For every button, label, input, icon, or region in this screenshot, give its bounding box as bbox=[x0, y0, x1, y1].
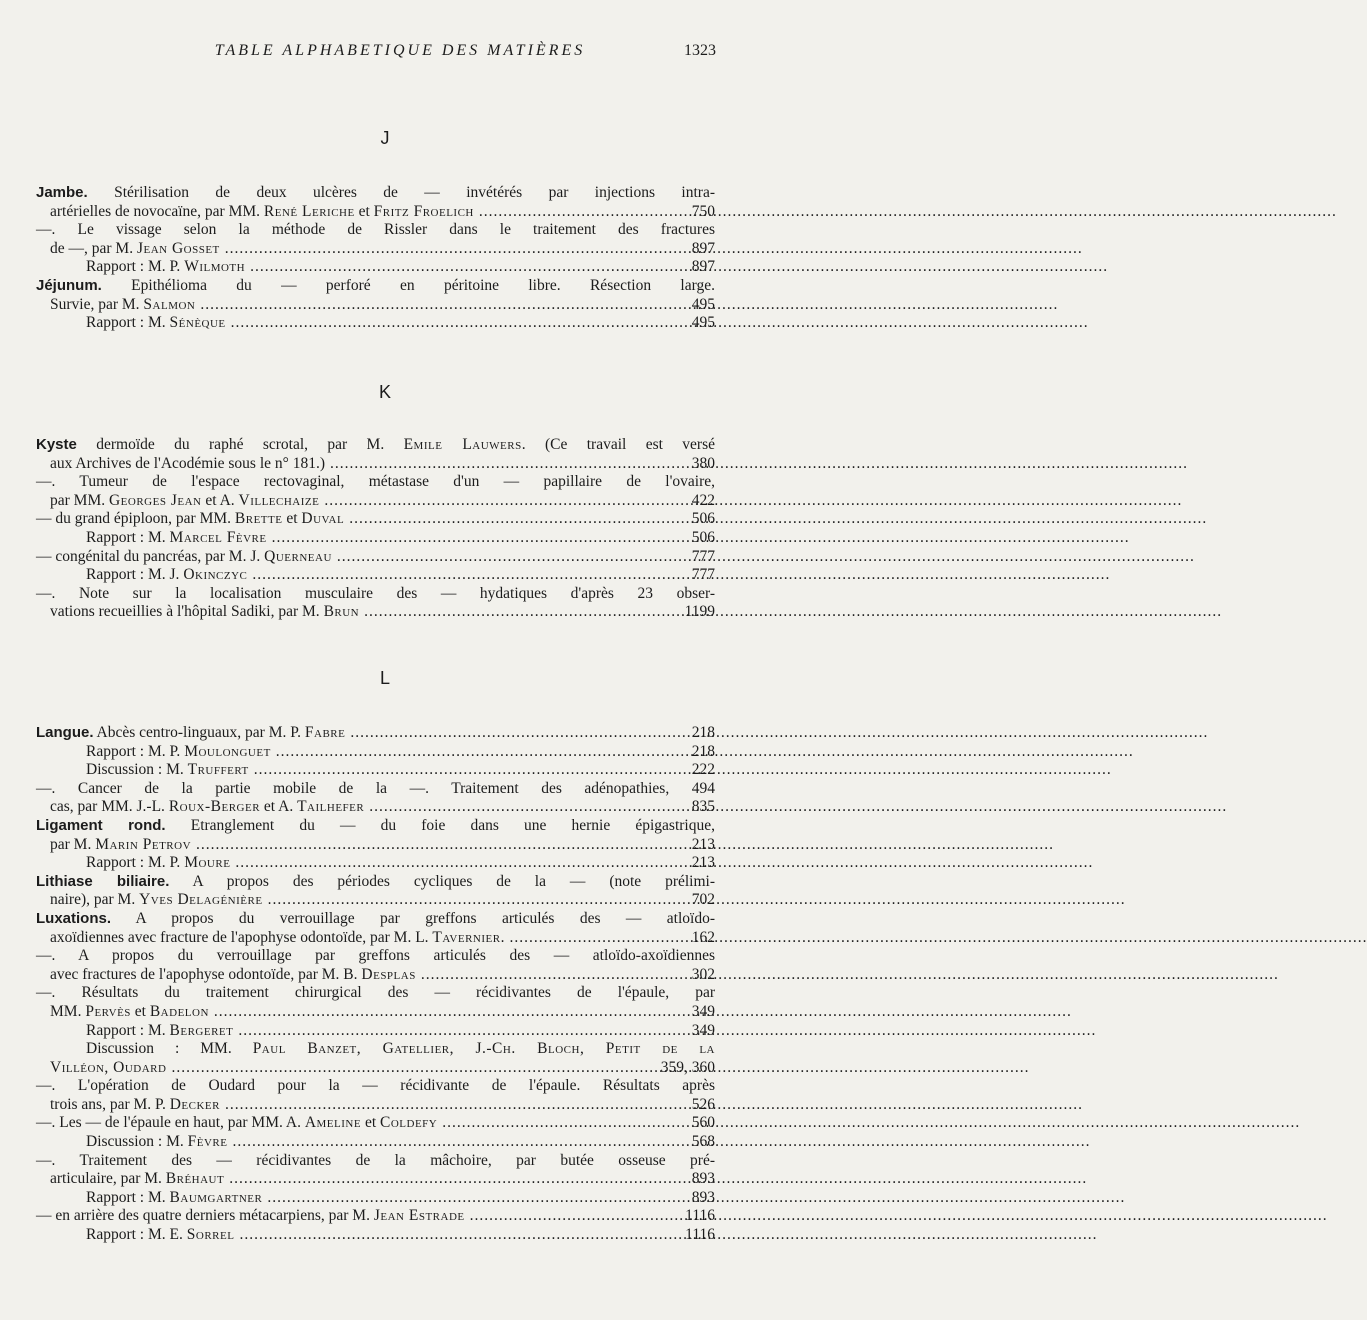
entry-text-segment: Rapport : M. bbox=[86, 314, 170, 332]
entry-text bbox=[50, 836, 191, 855]
index-entry-line bbox=[36, 910, 715, 929]
dot-leader bbox=[238, 1022, 686, 1041]
entry-text bbox=[36, 473, 715, 492]
entry-text bbox=[86, 854, 230, 873]
entry-text-segment: —. Résultats du traitement chirurgical des — récidivantes de l'épaule, par bbox=[36, 984, 715, 1002]
entry-heading: Langue. bbox=[36, 724, 94, 741]
dot-leader bbox=[235, 854, 686, 873]
dot-leader bbox=[239, 1226, 680, 1245]
page-reference: 162 bbox=[691, 928, 715, 946]
entry-text bbox=[50, 455, 325, 474]
dot-leader bbox=[337, 548, 687, 567]
dot-leader bbox=[214, 1003, 687, 1022]
entry-text-segment: de —, par M. bbox=[50, 239, 137, 257]
dot-leader bbox=[442, 1114, 687, 1133]
author-name: Salmon bbox=[143, 295, 196, 313]
author-name: Brun bbox=[323, 603, 360, 621]
dot-leader bbox=[250, 258, 687, 277]
dot-leader bbox=[349, 510, 687, 529]
index-entry-line bbox=[36, 1059, 715, 1078]
index-entry-line bbox=[36, 1022, 715, 1041]
entry-text-segment: —. Note sur la localisation musculaire des — hydatiques d'après 23 obser- bbox=[36, 584, 715, 602]
entry-text-segment: MM. bbox=[50, 1002, 86, 1020]
index-entry-line bbox=[36, 529, 715, 548]
page-reference: 222 bbox=[691, 761, 715, 779]
index-entry-line bbox=[36, 891, 715, 910]
entry-text-segment: —. A propos du verrouillage par greffons articulés des — atloïdo-axoïdiennes bbox=[36, 947, 715, 965]
dot-leader bbox=[479, 203, 687, 222]
author-name: Marin Petrov bbox=[95, 835, 192, 853]
author-name: Bergeret bbox=[169, 1021, 234, 1039]
index-entry-line bbox=[36, 854, 715, 873]
page-reference: 777 bbox=[691, 566, 715, 584]
entry-text-segment: et bbox=[282, 510, 302, 528]
index-entry-line bbox=[36, 984, 715, 1003]
author-name: Desplas bbox=[361, 965, 416, 983]
author-name: Fabre bbox=[304, 724, 346, 741]
page-reference: 506 bbox=[691, 510, 715, 528]
entry-text-segment: Survie, par M. bbox=[50, 295, 144, 313]
running-head bbox=[0, 42, 800, 66]
index-entry-line bbox=[36, 761, 715, 780]
page-reference: 218 bbox=[691, 724, 715, 741]
author-name: Emile Lauwers bbox=[403, 436, 522, 453]
entry-text-segment: —. Le vissage selon la méthode de Rissler dans le traitement des fractures bbox=[36, 221, 715, 239]
index-entry-line bbox=[36, 1003, 715, 1022]
entry-text-segment: et bbox=[130, 1002, 150, 1020]
dot-leader bbox=[232, 1133, 686, 1152]
page-reference: 213 bbox=[691, 854, 715, 872]
page-reference: 1116 bbox=[685, 1207, 715, 1225]
entry-heading: Jéjunum. bbox=[36, 276, 102, 294]
entry-text-segment: —. L'opération de Oudard pour la — récidivante de l'épaule. Résultats après bbox=[36, 1077, 715, 1095]
section-letter-l: L bbox=[379, 668, 390, 688]
page-reference: 560 bbox=[691, 1114, 715, 1132]
author-name: Villéon, Oudard bbox=[50, 1058, 167, 1076]
entry-text bbox=[86, 1133, 227, 1152]
author-name: Sénèque bbox=[169, 314, 226, 332]
entry-text-segment: par MM. bbox=[50, 491, 109, 509]
entry-heading: Luxations. bbox=[36, 909, 112, 927]
dot-leader bbox=[350, 724, 686, 743]
entry-text bbox=[86, 1226, 234, 1245]
section-k bbox=[36, 436, 715, 622]
entry-text bbox=[50, 966, 416, 985]
dot-leader bbox=[276, 743, 687, 762]
index-entry-line bbox=[36, 548, 715, 567]
entry-text bbox=[36, 724, 345, 743]
section-letter-j: J bbox=[380, 128, 390, 148]
index-entry-line bbox=[36, 724, 715, 743]
entry-text-segment: Abcès centro-linguaux, par M. P. bbox=[93, 724, 305, 741]
dot-leader bbox=[509, 929, 686, 948]
page-reference: 213 bbox=[691, 835, 715, 853]
author-name: Brette bbox=[234, 510, 283, 528]
entry-text-segment: Etranglement du — du foie dans une hernie épigastrique, bbox=[165, 816, 715, 834]
entry-text-segment: Rapport : M. E. bbox=[86, 1226, 187, 1244]
dot-leader bbox=[272, 529, 687, 548]
page-reference: 897 bbox=[691, 239, 715, 257]
entry-text-segment: Rapport : M. bbox=[86, 528, 170, 546]
author-name: Badelon bbox=[149, 1002, 209, 1020]
entry-text bbox=[50, 1096, 220, 1115]
page-reference: 893 bbox=[691, 1188, 715, 1206]
entry-text-segment: et bbox=[354, 202, 374, 220]
entry-text bbox=[36, 548, 332, 567]
index-entry-line bbox=[36, 817, 715, 836]
entry-heading: Jambe. bbox=[36, 184, 88, 201]
index-entry-line bbox=[36, 873, 715, 892]
entry-text bbox=[50, 1003, 209, 1022]
page-reference: 349 bbox=[691, 1021, 715, 1039]
entry-text bbox=[50, 240, 220, 259]
dot-leader bbox=[421, 966, 687, 985]
index-entry-line bbox=[36, 510, 715, 529]
entry-heading: Kyste bbox=[36, 436, 77, 453]
entry-text bbox=[36, 1114, 437, 1133]
dot-leader bbox=[196, 836, 687, 855]
entry-text bbox=[86, 1040, 715, 1059]
entry-text bbox=[36, 436, 715, 455]
author-name: Baumgartner bbox=[169, 1188, 263, 1206]
entry-text bbox=[36, 780, 715, 799]
index-entry-line bbox=[36, 743, 715, 762]
page-reference: 777 bbox=[691, 547, 715, 565]
section-letter-k: K bbox=[378, 382, 391, 402]
page-reference: 506 bbox=[691, 528, 715, 546]
entry-text bbox=[50, 203, 474, 222]
entry-text-segment: et A. bbox=[201, 491, 239, 509]
author-name: Pervès bbox=[85, 1002, 131, 1020]
dot-leader bbox=[324, 492, 686, 511]
entry-text bbox=[86, 566, 247, 585]
index-entry-line bbox=[36, 603, 715, 622]
entry-text-segment: Rapport : M. P. bbox=[86, 854, 185, 872]
page-reference: 897 bbox=[691, 258, 715, 276]
entry-heading: Lithiase biliaire. bbox=[36, 872, 170, 890]
entry-text bbox=[36, 873, 715, 892]
entry-text bbox=[86, 743, 271, 762]
author-name: Decker bbox=[169, 1095, 220, 1113]
entry-text bbox=[86, 258, 245, 277]
index-entry-line bbox=[36, 1077, 715, 1096]
author-name: Duval bbox=[301, 510, 345, 528]
author-name: Ameline bbox=[304, 1114, 362, 1132]
entry-text-segment: Rapport : M. bbox=[86, 1188, 170, 1206]
entry-heading: Ligament rond. bbox=[36, 816, 166, 834]
author-name: Moulonguet bbox=[184, 742, 271, 760]
entry-text-segment: par M. bbox=[50, 835, 96, 853]
entry-text-segment: . bbox=[500, 928, 505, 946]
entry-text-segment: . (Ce travail est versé bbox=[521, 436, 716, 453]
author-name: Okinczyc bbox=[183, 566, 248, 584]
entry-text bbox=[50, 492, 319, 511]
entry-text bbox=[86, 1022, 233, 1041]
index-entry-line bbox=[36, 1207, 715, 1226]
author-name: Truffert bbox=[187, 761, 249, 779]
index-entry-line bbox=[36, 566, 715, 585]
entry-text-segment: —. Cancer de la partie mobile de la —. Traitement des adénopathies, 494 bbox=[36, 779, 715, 797]
entry-text bbox=[86, 314, 226, 333]
entry-text bbox=[36, 277, 715, 296]
author-name: René Leriche bbox=[263, 202, 355, 220]
entry-text-segment: et A. bbox=[260, 798, 298, 816]
page-reference: 495 bbox=[691, 295, 715, 313]
page-reference: 218 bbox=[691, 742, 715, 760]
entry-text-segment: Discussion : MM. bbox=[86, 1040, 253, 1058]
entry-text-segment: Epithélioma du — perforé en péritoine libre. Résection large. bbox=[101, 276, 715, 294]
entry-text bbox=[50, 1059, 166, 1078]
entry-text-segment: vations recueillies à l'hôpital Sadiki, par M. bbox=[50, 603, 324, 621]
author-name: Coldefy bbox=[380, 1114, 438, 1132]
author-name: Marcel Fèvre bbox=[169, 528, 267, 546]
author-name: Wilmoth bbox=[184, 258, 246, 276]
page-number: 1323 bbox=[684, 42, 716, 59]
page-reference: 893 bbox=[691, 1170, 715, 1188]
entry-text-segment: axoïdiennes avec fracture de l'apophyse odontoïde, par M. L. bbox=[50, 928, 433, 946]
page-reference: 568 bbox=[691, 1133, 715, 1151]
page-reference: 526 bbox=[691, 1095, 715, 1113]
page-title: TABLE ALPHABETIQUE DES MATIÈRES bbox=[214, 42, 586, 59]
entry-text-segment: —. Les — de l'épaule en haut, par MM. A. bbox=[36, 1114, 305, 1132]
entry-text-segment: Rapport : M. P. bbox=[86, 258, 185, 276]
entry-text bbox=[50, 1170, 224, 1189]
index-entry-line bbox=[36, 203, 715, 222]
entry-text bbox=[36, 984, 715, 1003]
dot-leader bbox=[369, 798, 687, 817]
page-reference: 835 bbox=[691, 798, 715, 816]
author-name: Sorrel bbox=[186, 1226, 235, 1244]
entry-text-segment: Rapport : M. J. bbox=[86, 566, 184, 584]
entry-text-segment: —. Traitement des — récidivantes de la mâchoire, par butée osseuse pré- bbox=[36, 1151, 715, 1169]
dot-leader bbox=[229, 1170, 687, 1189]
entry-text bbox=[36, 510, 344, 529]
index-entry-line bbox=[36, 314, 715, 333]
author-name: Fritz Froelich bbox=[373, 202, 474, 220]
page-reference: 495 bbox=[691, 314, 715, 332]
index-entry-line bbox=[36, 836, 715, 855]
dot-leader bbox=[252, 566, 686, 585]
index-entry-line bbox=[36, 947, 715, 966]
entry-text bbox=[50, 929, 504, 948]
entry-text-segment: — du grand épiploon, par MM. bbox=[36, 510, 235, 528]
entry-text bbox=[86, 529, 267, 548]
index-entry-line bbox=[36, 296, 715, 315]
dot-leader bbox=[254, 761, 687, 780]
entry-text-segment: dermoïde du raphé scrotal, par M. bbox=[76, 436, 404, 453]
dot-leader bbox=[330, 455, 687, 474]
entry-text-segment: articulaire, par M. bbox=[50, 1170, 166, 1188]
index-entry-line bbox=[36, 277, 715, 296]
entry-text bbox=[36, 585, 715, 604]
index-entry-line bbox=[36, 798, 715, 817]
dot-leader bbox=[200, 296, 686, 315]
author-name: Fèvre bbox=[187, 1133, 228, 1151]
entry-text bbox=[36, 184, 715, 203]
section-j bbox=[36, 184, 715, 333]
entry-text bbox=[36, 947, 715, 966]
entry-text bbox=[50, 296, 195, 315]
entry-text bbox=[86, 1189, 262, 1208]
index-entry-line bbox=[36, 1096, 715, 1115]
entry-text bbox=[50, 891, 263, 910]
author-name: Moure bbox=[184, 854, 231, 872]
entry-text-segment: A propos du verrouillage par greffons articulés des — atloïdo- bbox=[111, 909, 715, 927]
entry-text-segment: Discussion : M. bbox=[86, 1133, 188, 1151]
dot-leader bbox=[225, 1096, 687, 1115]
dot-leader bbox=[231, 314, 687, 333]
author-name: Jean Gosset bbox=[136, 239, 220, 257]
page-reference: 702 bbox=[691, 891, 715, 909]
entry-text bbox=[50, 798, 364, 817]
entry-text-segment: Stérilisation de deux ulcères de — invétérés par injections intra- bbox=[87, 184, 715, 201]
dot-leader bbox=[171, 1059, 655, 1078]
entry-text bbox=[36, 1152, 715, 1171]
entry-text bbox=[36, 1207, 465, 1226]
page-reference: 750 bbox=[691, 202, 715, 220]
entry-text-segment: cas, par MM. J.-L. bbox=[50, 798, 169, 816]
entry-text bbox=[36, 910, 715, 929]
dot-leader bbox=[268, 891, 687, 910]
index-entry-line bbox=[36, 1226, 715, 1245]
author-name: Georges Jean bbox=[108, 491, 202, 509]
author-name: Roux-Berger bbox=[168, 798, 261, 816]
index-entry-line bbox=[36, 966, 715, 985]
entry-text-segment: trois ans, par M. P. bbox=[50, 1095, 170, 1113]
entry-text bbox=[36, 221, 715, 240]
entry-text-segment: A propos des périodes cycliques de la — (note prélimi- bbox=[169, 872, 716, 890]
author-name: Jean Estrade bbox=[373, 1207, 465, 1225]
entry-text bbox=[36, 1077, 715, 1096]
page-reference: 349 bbox=[691, 1002, 715, 1020]
index-entry-line bbox=[36, 473, 715, 492]
entry-text-segment: artérielles de novocaïne, par MM. bbox=[50, 202, 264, 220]
author-name: Tavernier bbox=[432, 928, 501, 946]
author-name: Tailhefer bbox=[297, 798, 365, 816]
page-reference: 302 bbox=[691, 965, 715, 983]
index-entry-line bbox=[36, 1189, 715, 1208]
index-entry-line bbox=[36, 780, 715, 799]
page-reference: 359, 360 bbox=[660, 1058, 715, 1076]
entry-text-segment: Rapport : M. bbox=[86, 1021, 170, 1039]
section-l bbox=[36, 724, 715, 1245]
index-entry-line bbox=[36, 436, 715, 455]
index-entry-line bbox=[36, 1040, 715, 1059]
entry-text bbox=[86, 761, 249, 780]
index-entry-line bbox=[36, 929, 715, 948]
entry-text-segment: et bbox=[361, 1114, 381, 1132]
entry-text bbox=[50, 603, 359, 622]
author-name: Querneau bbox=[264, 547, 332, 565]
author-name: Yves Delagénière bbox=[139, 891, 263, 909]
index-entry-line bbox=[36, 455, 715, 474]
page-reference: 422 bbox=[691, 491, 715, 509]
page-reference: 380 bbox=[691, 454, 715, 472]
index-entry-line bbox=[36, 1170, 715, 1189]
index-entry-line bbox=[36, 221, 715, 240]
index-entry-line bbox=[36, 1152, 715, 1171]
entry-text bbox=[36, 817, 715, 836]
index-entry-line bbox=[36, 1133, 715, 1152]
index-entry-line bbox=[36, 240, 715, 259]
index-entry-line bbox=[36, 184, 715, 203]
index-entry-line bbox=[36, 258, 715, 277]
index-entry-line bbox=[36, 1114, 715, 1133]
dot-leader bbox=[267, 1189, 686, 1208]
entry-text-segment: Rapport : M. P. bbox=[86, 742, 185, 760]
entry-text-segment: — congénital du pancréas, par M. J. bbox=[36, 547, 265, 565]
page-reference: 1199 bbox=[684, 603, 715, 621]
entry-text-segment: —. Tumeur de l'espace rectovaginal, métastase d'un — papillaire de l'ovaire, bbox=[36, 473, 715, 491]
author-name: Bréhaut bbox=[165, 1170, 225, 1188]
author-name: Paul Banzet, Gatellier, J.-Ch. Bloch, Petit de la bbox=[252, 1040, 715, 1058]
entry-text-segment: naire), par M. bbox=[50, 891, 140, 909]
page-reference: 1116 bbox=[685, 1226, 715, 1244]
dot-leader bbox=[470, 1207, 681, 1226]
entry-text-segment: Discussion : M. bbox=[86, 761, 188, 779]
dot-leader bbox=[364, 603, 679, 622]
index-entry-line bbox=[36, 585, 715, 604]
entry-text-segment: aux Archives de l'Acodémie sous le n° 181.) bbox=[50, 454, 326, 472]
index-entry-line bbox=[36, 492, 715, 511]
entry-text-segment: — en arrière des quatre derniers métacarpiens, par M. bbox=[36, 1207, 374, 1225]
entry-text-segment: avec fractures de l'apophyse odontoïde, par M. B. bbox=[50, 965, 362, 983]
author-name: Villechaize bbox=[238, 491, 320, 509]
dot-leader bbox=[225, 240, 687, 259]
